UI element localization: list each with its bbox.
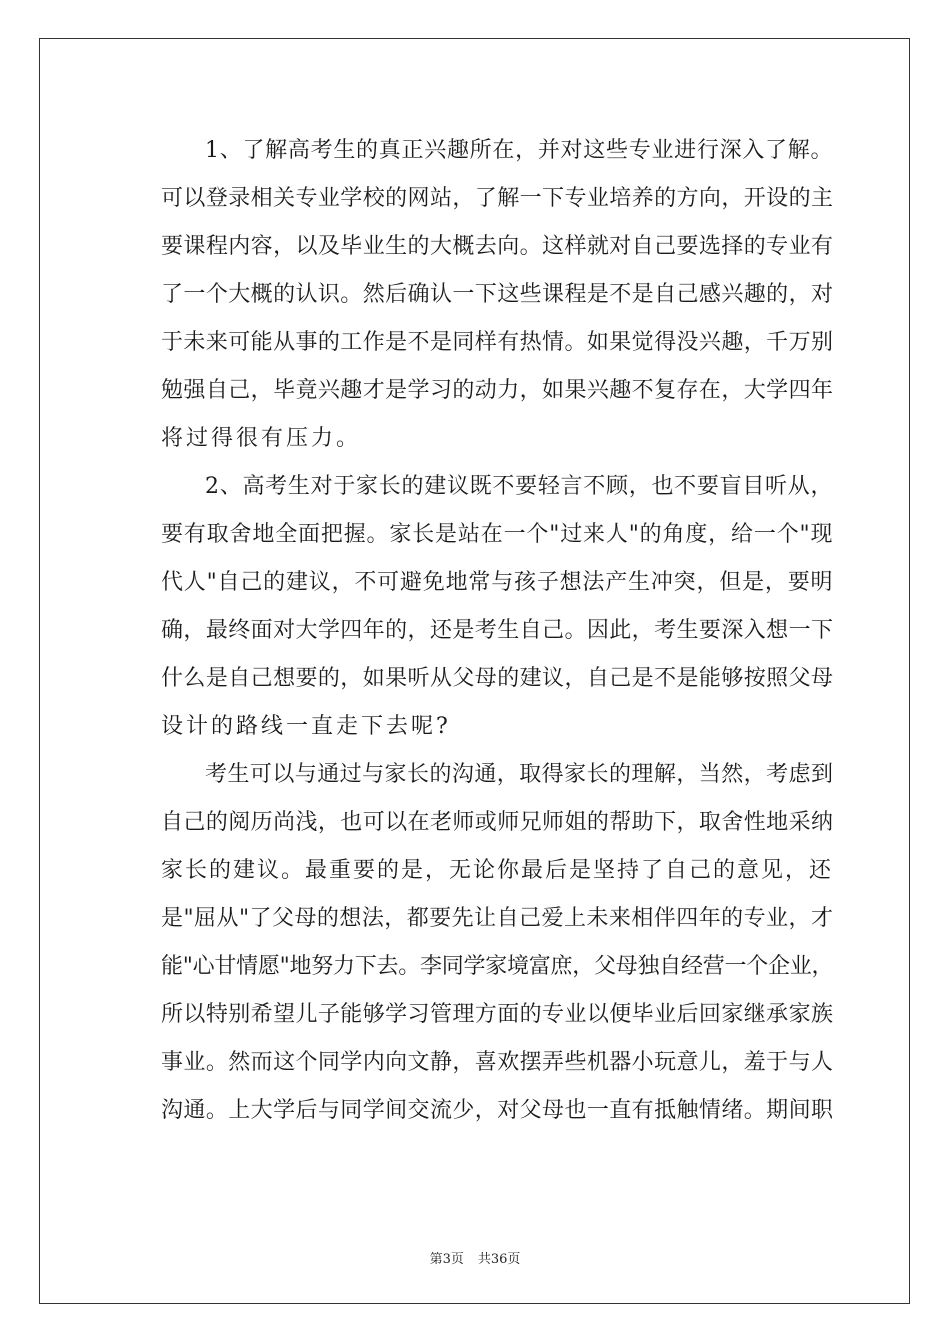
text-line: 于未来可能从事的工作是不是同样有热情。如果觉得没兴趣，千万别 — [161, 330, 833, 355]
text-line: 所以特别希望儿子能够学习管理方面的专业以便毕业后回家继承家族 — [161, 1002, 833, 1027]
document-body — [117, 127, 833, 1135]
text-line: 设计的路线一直走下去呢? — [161, 714, 451, 739]
text-line: 确，最终面对大学四年的，还是考生自己。因此，考生要深入想一下 — [161, 618, 833, 643]
page-footer — [0, 1248, 950, 1267]
paragraph-1 — [117, 127, 833, 463]
paragraph-3 — [117, 751, 833, 1135]
text-line: 2、高考生对于家长的建议既不要轻言不顾，也不要盲目听从， — [205, 474, 833, 499]
text-line: 事业。然而这个同学内向文静，喜欢摆弄些机器小玩意儿，羞于与人 — [161, 1050, 833, 1075]
total-pages: 共36页 — [477, 1252, 521, 1267]
text-line: 要课程内容，以及毕业生的大概去向。这样就对自己要选择的专业有 — [161, 234, 833, 259]
text-line: 代人"自己的建议，不可避免地常与孩子想法产生冲突，但是，要明 — [161, 570, 833, 595]
text-line: 1、了解高考生的真正兴趣所在，并对这些专业进行深入了解。 — [205, 138, 833, 163]
text-line: 什么是自己想要的，如果听从父母的建议，自己是不是能够按照父母 — [161, 666, 833, 691]
text-line: 要有取舍地全面把握。家长是站在一个"过来人"的角度，给一个"现 — [161, 522, 833, 547]
text-line: 是"屈从"了父母的想法，都要先让自己爱上未来相伴四年的专业，才 — [161, 906, 833, 931]
text-line: 自己的阅历尚浅，也可以在老师或师兄师姐的帮助下，取舍性地采纳 — [161, 810, 833, 835]
text-line: 勉强自己，毕竟兴趣才是学习的动力，如果兴趣不复存在，大学四年 — [161, 378, 833, 403]
text-line: 能"心甘情愿"地努力下去。李同学家境富庶，父母独自经营一个企业， — [161, 954, 833, 979]
text-line: 考生可以与通过与家长的沟通，取得家长的理解，当然，考虑到 — [205, 762, 833, 787]
text-line: 沟通。上大学后与同学间交流少，对父母也一直有抵触情绪。期间职 — [161, 1098, 833, 1123]
text-line: 可以登录相关专业学校的网站，了解一下专业培养的方向，开设的主 — [161, 186, 833, 211]
page-number: 第3页 — [429, 1252, 464, 1267]
text-line: 家长的建议。最重要的是，无论你最后是坚持了自己的意见，还 — [161, 858, 834, 883]
text-line: 了一个大概的认识。然后确认一下这些课程是不是自己感兴趣的，对 — [161, 282, 833, 307]
text-line: 将过得很有压力。 — [161, 426, 362, 451]
paragraph-2 — [117, 463, 833, 751]
